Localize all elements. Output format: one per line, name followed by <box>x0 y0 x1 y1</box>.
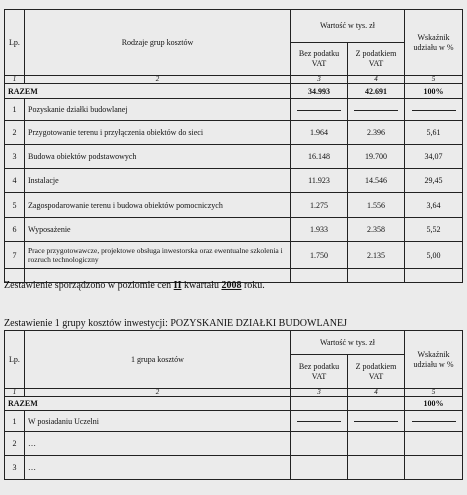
row-lp: 5 <box>5 193 25 218</box>
note-year: 2008 <box>221 280 242 291</box>
blank-cell <box>405 432 463 456</box>
row-gross: 2.396 <box>348 121 405 145</box>
column-number: 2 <box>25 389 291 397</box>
row-net: 1.750 <box>291 242 348 269</box>
table-row <box>5 169 463 193</box>
row-name: Prace przygotowawcze, projektowe obsługa inwestorska oraz ewentualne szkolenia i rozruch technologiczny <box>25 242 291 269</box>
row-share: 29,45 <box>405 169 463 193</box>
column-number: 5 <box>405 389 463 397</box>
row-gross: 14.546 <box>348 169 405 193</box>
note-prefix: Zestawienie sporządzono w poziomie cen <box>4 280 174 291</box>
cost-groups-table <box>4 9 463 283</box>
row-name: Przygotowanie terenu i przyłączenia obiektów do sieci <box>25 121 291 145</box>
row-share: 34,07 <box>405 145 463 169</box>
column-number: 4 <box>348 389 405 397</box>
row-gross: 2.358 <box>348 218 405 242</box>
column-number: 3 <box>291 389 348 397</box>
row-lp: 3 <box>5 145 25 169</box>
row-lp: 2 <box>5 432 25 456</box>
header-share-indicator: Wskaźnik udziału w % <box>405 10 463 76</box>
header-gross: Z podatkiem VAT <box>348 43 405 76</box>
table-row <box>5 121 463 145</box>
header-lp: Lp. <box>5 10 25 76</box>
header-value: Wartość w tys. zł <box>291 331 405 355</box>
blank-cell <box>291 269 348 283</box>
row-gross: 2.135 <box>348 242 405 269</box>
blank-cell <box>405 269 463 283</box>
header-value: Wartość w tys. zł <box>291 10 405 43</box>
table-row <box>5 99 463 121</box>
row-net: 1.933 <box>291 218 348 242</box>
blank-cell <box>291 456 348 480</box>
header-gross: Z podatkiem VAT <box>348 355 405 389</box>
row-name: Wyposażenie <box>25 218 291 242</box>
total-net <box>291 397 348 411</box>
row-gross-empty <box>348 99 405 121</box>
row-lp: 2 <box>5 121 25 145</box>
table-row <box>5 145 463 169</box>
row-name: Instalacje <box>25 169 291 193</box>
table-row <box>5 411 463 432</box>
empty-dash <box>297 110 341 111</box>
table-row <box>5 193 463 218</box>
row-name: Zagospodarowanie terenu i budowa obiektów pomocniczych <box>25 193 291 218</box>
note-suffix: roku. <box>241 280 265 291</box>
total-net: 34.993 <box>291 84 348 99</box>
row-name: Budowa obiektów podstawowych <box>25 145 291 169</box>
header-net: Bez podatku VAT <box>291 43 348 76</box>
row-net: 1.275 <box>291 193 348 218</box>
row-net: 16.148 <box>291 145 348 169</box>
header-cost-group-types: Rodzaje grup kosztów <box>25 10 291 76</box>
row-name: W posiadaniu Uczelni <box>25 411 291 432</box>
row-net: 11.923 <box>291 169 348 193</box>
land-acquisition-table <box>4 330 463 480</box>
empty-dash <box>412 110 456 111</box>
row-gross: 19.700 <box>348 145 405 169</box>
row-share: 5,00 <box>405 242 463 269</box>
header-lp: Lp. <box>5 331 25 389</box>
column-number: 3 <box>291 76 348 84</box>
price-level-note <box>4 280 265 291</box>
row-net-empty <box>291 411 348 432</box>
total-share: 100% <box>405 84 463 99</box>
row-share: 5,52 <box>405 218 463 242</box>
row-lp: 3 <box>5 456 25 480</box>
row-lp: 6 <box>5 218 25 242</box>
row-gross: 1.556 <box>348 193 405 218</box>
total-label: RAZEM <box>5 84 291 99</box>
table-row <box>5 218 463 242</box>
section-title: Zestawienie 1 grupy kosztów inwestycji: POZYSKANIE DZIAŁKI BUDOWLANEJ <box>4 318 347 329</box>
row-share-empty <box>405 411 463 432</box>
blank-cell <box>348 432 405 456</box>
row-name: … <box>25 456 291 480</box>
total-row <box>5 84 463 99</box>
row-name: Pozyskanie działki budowlanej <box>25 99 291 121</box>
total-label: RAZEM <box>5 397 291 411</box>
table-row <box>5 432 463 456</box>
row-share: 3,64 <box>405 193 463 218</box>
total-gross: 42.691 <box>348 84 405 99</box>
total-row <box>5 397 463 411</box>
table-row <box>5 456 463 480</box>
row-net: 1.964 <box>291 121 348 145</box>
table-row <box>5 242 463 269</box>
row-lp: 1 <box>5 411 25 432</box>
row-share-empty <box>405 99 463 121</box>
row-lp: 1 <box>5 99 25 121</box>
empty-dash <box>354 421 398 422</box>
row-net-empty <box>291 99 348 121</box>
blank-cell <box>348 269 405 283</box>
column-number: 2 <box>25 76 291 84</box>
blank-cell <box>405 456 463 480</box>
header-share-indicator: Wskaźnik udziału w % <box>405 331 463 389</box>
row-share: 5,61 <box>405 121 463 145</box>
column-number: 5 <box>405 76 463 84</box>
row-lp: 4 <box>5 169 25 193</box>
header-net: Bez podatku VAT <box>291 355 348 389</box>
row-lp: 7 <box>5 242 25 269</box>
total-share: 100% <box>405 397 463 411</box>
row-name: … <box>25 432 291 456</box>
empty-dash <box>297 421 341 422</box>
blank-cell <box>291 432 348 456</box>
total-gross <box>348 397 405 411</box>
column-number: 1 <box>5 76 25 84</box>
empty-dash <box>412 421 456 422</box>
column-number: 4 <box>348 76 405 84</box>
note-middle: kwartału <box>181 280 222 291</box>
column-number: 1 <box>5 389 25 397</box>
empty-dash <box>354 110 398 111</box>
header-cost-group: 1 grupa kosztów <box>25 331 291 389</box>
row-gross-empty <box>348 411 405 432</box>
note-quarter: II <box>173 280 182 291</box>
blank-cell <box>348 456 405 480</box>
